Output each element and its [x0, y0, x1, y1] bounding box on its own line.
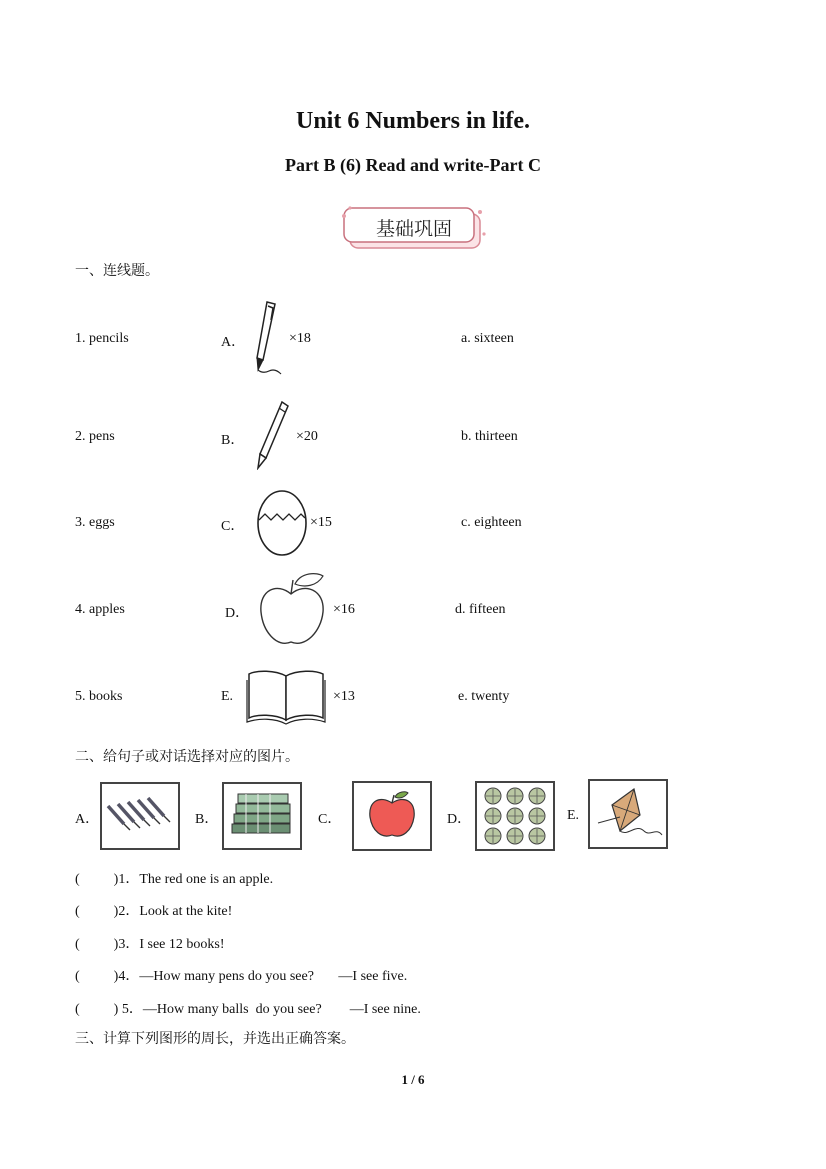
match-count-1: ×18 [289, 331, 311, 346]
match-right-1: a. sixteen [461, 331, 514, 346]
match-pic-label-5: E. [221, 689, 234, 704]
match-right-3: c. eighteen [461, 515, 522, 530]
question-3 [75, 933, 225, 953]
red-apple-icon [354, 783, 430, 849]
question-text: Look at the kite! [139, 904, 233, 919]
question-5 [75, 998, 421, 1018]
match-left-2: 2. pens [75, 429, 115, 444]
answer-blank-open[interactable]: ( [75, 937, 80, 952]
match-pic-label-4: D． [225, 606, 250, 621]
section3-heading: 三、计算下列图形的周长，并选出正确答案。 [75, 1031, 355, 1047]
question-number: )2． [113, 904, 140, 919]
question-number: ) 5． [113, 1002, 143, 1017]
question-1 [75, 868, 273, 888]
pencil-icon [250, 398, 292, 470]
option-label-b: B． [195, 812, 219, 827]
section2-heading: 二、给句子或对话选择对应的图片。 [75, 749, 299, 765]
question-text: The red one is an apple. [139, 872, 274, 887]
books-picture [222, 782, 302, 850]
question-text: I see 12 books! [139, 937, 225, 952]
answer-blank-open[interactable]: ( [75, 872, 80, 887]
match-left-3: 3. eggs [75, 515, 115, 530]
match-pic-label-3: C． [221, 519, 245, 534]
question-text: —How many balls do you see? —I see nine. [142, 1002, 421, 1017]
page-title: Unit 6 Numbers in life. [296, 108, 530, 134]
egg-icon [255, 488, 311, 558]
books-drawing-icon [224, 784, 300, 848]
apple-icon [257, 570, 329, 652]
match-right-5: e. twenty [458, 689, 510, 704]
match-count-2: ×20 [296, 429, 318, 444]
balls-drawing-icon [477, 783, 553, 849]
match-pic-label-1: A． [221, 335, 246, 350]
answer-blank-open[interactable]: ( [75, 969, 80, 984]
page-subtitle: Part B (6) Read and write-Part C [285, 155, 541, 175]
option-label-d: D． [447, 812, 472, 827]
match-count-4: ×16 [333, 602, 355, 617]
question-4 [75, 965, 407, 985]
option-label-a: A． [75, 812, 100, 827]
question-number: )1． [113, 872, 140, 887]
match-right-4: d. fifteen [455, 602, 506, 617]
match-right-2: b. thirteen [461, 429, 518, 444]
option-label-e: E. [567, 808, 580, 823]
badge-label: 基础巩固 [375, 218, 452, 240]
match-left-1: 1. pencils [75, 331, 129, 346]
pens-picture [100, 782, 180, 850]
page-number: 1 / 6 [401, 1072, 425, 1087]
match-left-5: 5. books [75, 689, 123, 704]
kite-drawing-icon [590, 781, 666, 847]
section-badge [340, 204, 488, 252]
kite-picture [588, 779, 668, 849]
question-2 [75, 900, 232, 920]
pens-drawing-icon [102, 784, 178, 848]
section1-heading: 一、连线题。 [75, 263, 159, 279]
balls-picture [475, 781, 555, 851]
apple-picture [352, 781, 432, 851]
option-label-c: C． [318, 812, 342, 827]
question-number: )4． [113, 969, 140, 984]
question-number: )3． [113, 937, 140, 952]
match-count-5: ×13 [333, 689, 355, 704]
answer-blank-open[interactable]: ( [75, 1002, 80, 1017]
match-pic-label-2: B． [221, 433, 245, 448]
question-text: —How many pens do you see? —I see five. [139, 969, 408, 984]
book-icon [245, 668, 327, 726]
answer-blank-open[interactable]: ( [75, 904, 80, 919]
pen-icon [245, 298, 287, 382]
match-left-4: 4. apples [75, 602, 125, 617]
match-count-3: ×15 [310, 515, 332, 530]
